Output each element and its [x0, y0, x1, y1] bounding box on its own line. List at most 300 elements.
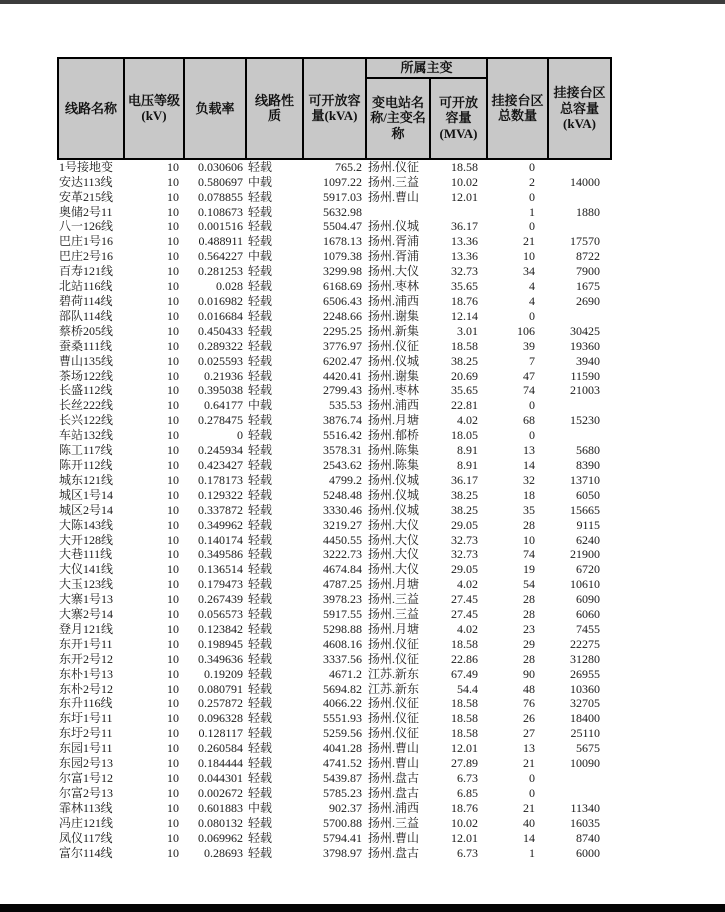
cell: 6060: [576, 607, 601, 622]
cell: 8722: [576, 249, 601, 264]
cell: 10: [167, 353, 179, 368]
cell: 8740: [576, 830, 601, 845]
cell: 22.86: [451, 651, 479, 666]
col-header-station-count: 挂接台区总数量: [487, 58, 548, 159]
cell: 31280: [570, 651, 601, 666]
cell: 19: [523, 562, 536, 577]
cell: 18400: [570, 711, 601, 726]
cell: 0: [529, 219, 536, 234]
cell: 38.25: [451, 487, 479, 502]
cell: 扬州.浦西: [368, 800, 420, 815]
cell: 4.02: [457, 621, 479, 636]
cell: 5504.47: [323, 219, 362, 234]
table-row: [58, 249, 611, 264]
cell: 6168.69: [323, 279, 362, 294]
cell: 扬州.仪征: [368, 636, 420, 651]
cell: 轻载: [248, 487, 273, 502]
cell: 5794.41: [323, 830, 362, 845]
cell: 68: [523, 413, 536, 428]
cell: 东开2号12: [59, 651, 114, 666]
cell: 轻载: [248, 368, 273, 383]
cell: 4608.16: [323, 636, 362, 651]
cell: [366, 205, 430, 220]
cell: 4741.52: [323, 756, 362, 771]
cell: 扬州.曹山: [368, 830, 420, 845]
cell: 0.016684: [198, 308, 243, 323]
cell: 0.395038: [198, 383, 243, 398]
cell: 10: [167, 562, 179, 577]
cell: 10610: [570, 577, 601, 592]
cell: 18.58: [451, 636, 479, 651]
cell: 大仪141线: [59, 562, 114, 577]
table-row: [58, 846, 611, 861]
cell: 轻载: [248, 636, 273, 651]
cell: 10: [167, 472, 179, 487]
cell: 5694.82: [323, 681, 362, 696]
cell: 6506.43: [323, 294, 362, 309]
cell: 扬州.陈集: [368, 457, 420, 472]
cell: 6050: [576, 487, 601, 502]
cell: 10: [167, 338, 179, 353]
table-row: [58, 711, 611, 726]
cell: 轻载: [248, 532, 273, 547]
cell: 10: [167, 681, 179, 696]
cell: 0.056573: [198, 607, 243, 622]
top-edge-bar: [0, 0, 725, 4]
cell: 18.58: [451, 338, 479, 353]
cell: 扬州.仪征: [368, 159, 420, 174]
col-header-line-nature: 线路性质: [246, 58, 303, 159]
cell: 10: [167, 830, 179, 845]
cell: 10: [167, 771, 179, 786]
cell: 0.245934: [198, 443, 243, 458]
cell: 0: [529, 398, 536, 413]
table-header: [58, 58, 611, 159]
cell: 0: [529, 159, 536, 174]
cell: 13710: [570, 472, 601, 487]
table-row: [58, 205, 611, 220]
cell: 47: [523, 368, 536, 383]
cell: 扬州.仪征: [368, 711, 420, 726]
cell: 富尔114线: [59, 845, 113, 860]
line-capacity-table: [57, 57, 612, 860]
cell: 霏林113线: [59, 800, 113, 815]
cell: 八一126线: [59, 219, 114, 234]
cell: 0.349586: [198, 547, 243, 562]
cell: 陈开112线: [59, 457, 113, 472]
table-row: [58, 473, 611, 488]
table-row: [58, 159, 611, 175]
cell: 34: [523, 264, 536, 279]
cell: 城区1号14: [59, 487, 114, 502]
cell: 东圩2号11: [59, 726, 113, 741]
cell: 36.17: [451, 472, 479, 487]
col-header-open-capacity-mva: 可开放容量(MVA): [430, 78, 487, 159]
cell: 扬州.盘古: [368, 771, 420, 786]
cell: 1号接地变: [59, 159, 114, 174]
cell: 扬州.曹山: [368, 741, 420, 756]
cell: 扬州.仪征: [368, 338, 420, 353]
cell: 39: [523, 338, 536, 353]
cell: 0.001516: [198, 219, 243, 234]
cell: 轻载: [248, 428, 273, 443]
col-header-line-name: 线路名称: [58, 58, 124, 159]
cell: 10: [167, 621, 179, 636]
cell: 0.123842: [198, 621, 243, 636]
cell: 扬州.大仪: [368, 547, 420, 562]
cell: 10: [167, 457, 179, 472]
cell: 车站132线: [59, 428, 114, 443]
cell: 0.19209: [204, 666, 243, 681]
cell: 10: [167, 815, 179, 830]
cell: 7455: [576, 621, 601, 636]
cell: 0.28693: [204, 845, 243, 860]
cell: 大玉123线: [59, 577, 114, 592]
cell: 14: [523, 830, 536, 845]
cell: 东升116线: [59, 696, 113, 711]
cell: 碧荷114线: [59, 294, 113, 309]
cell: 6720: [576, 562, 601, 577]
cell: 6202.47: [323, 353, 362, 368]
table-row: [58, 175, 611, 190]
cell: 26955: [570, 666, 601, 681]
cell: 10: [167, 666, 179, 681]
cell: 轻载: [248, 502, 273, 517]
cell: 13: [523, 443, 536, 458]
cell: 扬州.新集: [368, 323, 420, 338]
table-row: [58, 190, 611, 205]
cell: 3.01: [457, 323, 479, 338]
cell: 54: [523, 577, 536, 592]
cell: [548, 219, 611, 234]
cell: 28: [523, 517, 536, 532]
cell: 0.349636: [198, 651, 243, 666]
cell: 15665: [570, 502, 601, 517]
cell: 27.89: [451, 756, 479, 771]
table-row: [58, 592, 611, 607]
cell: 10: [167, 696, 179, 711]
table-row: [58, 726, 611, 741]
cell: 48: [523, 681, 536, 696]
cell: 10: [167, 368, 179, 383]
cell: 轻载: [248, 457, 273, 472]
cell: 10: [167, 487, 179, 502]
cell: 21900: [570, 547, 601, 562]
cell: 4671.2: [329, 666, 362, 681]
cell: 28: [523, 651, 536, 666]
cell: 扬州.仪城: [368, 502, 420, 517]
col-header-open-capacity-kva: 可开放容量(kVA): [303, 58, 366, 159]
cell: 轻载: [248, 830, 273, 845]
cell: 扬州.大仪: [368, 532, 420, 547]
cell: 18.58: [451, 726, 479, 741]
cell: 10: [167, 234, 179, 249]
cell: 3222.73: [323, 547, 362, 562]
table-row: [58, 234, 611, 249]
table-row: [58, 622, 611, 637]
cell: 6240: [576, 532, 601, 547]
table-row: [58, 816, 611, 831]
table-row: [58, 354, 611, 369]
cell: 0.016982: [198, 294, 243, 309]
cell: 0.140174: [198, 532, 243, 547]
cell: 0.281253: [198, 264, 243, 279]
cell: 扬州.枣林: [368, 383, 420, 398]
cell: 中载: [248, 398, 273, 413]
cell: 20.69: [451, 368, 479, 383]
cell: 蔡桥205线: [59, 323, 114, 338]
table-row: [58, 577, 611, 592]
cell: 扬州.仪征: [368, 726, 420, 741]
cell: 扬州.枣林: [368, 279, 420, 294]
cell: 0.129322: [198, 487, 243, 502]
cell: 10: [167, 800, 179, 815]
cell: 6.73: [457, 771, 479, 786]
table-row: [58, 667, 611, 682]
cell: 1: [529, 204, 536, 219]
table-row: [58, 264, 611, 279]
cell: 74: [523, 383, 536, 398]
cell: 0.257872: [198, 696, 243, 711]
cell: 0: [237, 428, 243, 443]
cell: 3798.97: [323, 845, 362, 860]
cell: 扬州.月塘: [368, 577, 420, 592]
cell: 10: [167, 517, 179, 532]
cell: 扬州.浦西: [368, 294, 420, 309]
cell: 30425: [570, 323, 601, 338]
cell: [548, 309, 611, 324]
cell: 76: [523, 696, 536, 711]
cell: 10: [167, 204, 179, 219]
cell: 0.267439: [198, 592, 243, 607]
cell: 29: [523, 636, 536, 651]
cell: 轻载: [248, 338, 273, 353]
cell: 安革215线: [59, 189, 114, 204]
cell: 轻载: [248, 621, 273, 636]
cell: 10: [167, 189, 179, 204]
cell: 0: [529, 771, 536, 786]
cell: 21: [523, 234, 536, 249]
table-row: [58, 279, 611, 294]
cell: 32.73: [451, 547, 479, 562]
cell: 轻载: [248, 323, 273, 338]
cell: 36.17: [451, 219, 479, 234]
cell: 29.05: [451, 517, 479, 532]
cell: 10: [167, 308, 179, 323]
cell: 4: [529, 294, 536, 309]
cell: 大开128线: [59, 532, 114, 547]
cell: 扬州.月塘: [368, 621, 420, 636]
cell: 扬州.胥浦: [368, 249, 420, 264]
cell: 5298.88: [323, 621, 362, 636]
cell: 38.25: [451, 353, 479, 368]
cell: 10: [167, 785, 179, 800]
cell: 8.91: [457, 457, 479, 472]
cell: 安达113线: [59, 174, 113, 189]
cell: 0.136514: [198, 562, 243, 577]
cell: 巴庄1号16: [59, 234, 114, 249]
cell: 扬州.盘古: [368, 845, 420, 860]
cell: 1079.38: [323, 249, 362, 264]
cell: 轻载: [248, 681, 273, 696]
cell: 28: [523, 592, 536, 607]
cell: 0.078855: [198, 189, 243, 204]
cell: 轻载: [248, 413, 273, 428]
cell: 2295.25: [323, 323, 362, 338]
table-row: [58, 339, 611, 354]
cell: 10: [167, 502, 179, 517]
cell: 10: [167, 547, 179, 562]
cell: 轻载: [248, 666, 273, 681]
cell: 4: [529, 279, 536, 294]
cell: 0: [529, 308, 536, 323]
cell: 18: [523, 487, 536, 502]
table-row: [58, 607, 611, 622]
cell: 0.080791: [198, 681, 243, 696]
cell: 轻载: [248, 756, 273, 771]
cell: 18.76: [451, 294, 479, 309]
cell: 轻载: [248, 383, 273, 398]
cell: 3940: [576, 353, 601, 368]
cell: 7900: [576, 264, 601, 279]
cell: 扬州.大仪: [368, 562, 420, 577]
table-row: [58, 771, 611, 786]
cell: 轻载: [248, 592, 273, 607]
cell: [548, 428, 611, 443]
cell: 5917.55: [323, 607, 362, 622]
cell: 扬州.仪城: [368, 472, 420, 487]
cell: 21003: [570, 383, 601, 398]
cell: 2248.66: [323, 308, 362, 323]
cell: 轻载: [248, 472, 273, 487]
cell: 10: [167, 219, 179, 234]
cell: 大寨1号13: [59, 592, 114, 607]
cell: 扬州.仪征: [368, 651, 420, 666]
cell: 4420.41: [323, 368, 362, 383]
cell: 0.069962: [198, 830, 243, 845]
cell: 部队114线: [59, 308, 113, 323]
table-row: [58, 801, 611, 816]
cell: 22.81: [451, 398, 479, 413]
col-header-station-capacity: 挂接台区总容量(kVA): [548, 58, 611, 159]
table-row: [58, 831, 611, 846]
cell: 32.73: [451, 264, 479, 279]
cell: 扬州.仪城: [368, 487, 420, 502]
cell: 3337.56: [323, 651, 362, 666]
cell: 轻载: [248, 711, 273, 726]
cell: 18.58: [451, 711, 479, 726]
cell: 轻载: [248, 517, 273, 532]
cell: 10: [167, 726, 179, 741]
cell: 轻载: [248, 443, 273, 458]
cell: 15230: [570, 413, 601, 428]
cell: 1675: [576, 279, 601, 294]
cell: 0.030606: [198, 159, 243, 174]
cell: 40: [523, 815, 536, 830]
cell: 7: [529, 353, 536, 368]
cell: 14000: [570, 174, 601, 189]
table-row: [58, 547, 611, 562]
cell: 4.02: [457, 413, 479, 428]
cell: 10: [167, 294, 179, 309]
table-row: [58, 503, 611, 518]
cell: 扬州.大仪: [368, 264, 420, 279]
cell: 东朴2号12: [59, 681, 114, 696]
cell: 32705: [570, 696, 601, 711]
cell: 5680: [576, 443, 601, 458]
cell: 38.25: [451, 502, 479, 517]
cell: 10: [167, 264, 179, 279]
cell: 32: [523, 472, 536, 487]
cell: 3876.74: [323, 413, 362, 428]
table-row: [58, 741, 611, 756]
cell: 大陈143线: [59, 517, 114, 532]
cell: 0.108673: [198, 204, 243, 219]
cell: 轻载: [248, 234, 273, 249]
cell: [548, 398, 611, 413]
cell: 10: [167, 174, 179, 189]
cell: 百寿121线: [59, 264, 114, 279]
cell: 扬州.仪征: [368, 696, 420, 711]
cell: 74: [523, 547, 536, 562]
cell: 曹山135线: [59, 353, 114, 368]
cell: 0.178173: [198, 472, 243, 487]
cell: 10: [167, 636, 179, 651]
cell: 12.01: [451, 830, 479, 845]
cell: 轻载: [248, 353, 273, 368]
cell: 106: [517, 323, 536, 338]
cell: 0.184444: [198, 756, 243, 771]
cell: 0: [529, 785, 536, 800]
cell: 0.349962: [198, 517, 243, 532]
cell: 3219.27: [323, 517, 362, 532]
cell: 0.289322: [198, 338, 243, 353]
cell: 0.278475: [198, 413, 243, 428]
cell: 0.21936: [204, 368, 243, 383]
cell: 0: [529, 189, 536, 204]
cell: 轻载: [248, 547, 273, 562]
cell: 轻载: [248, 159, 273, 174]
cell: 0: [529, 428, 536, 443]
cell: 12.01: [451, 189, 479, 204]
cell: 10: [167, 413, 179, 428]
cell: 10: [167, 756, 179, 771]
cell: 大巷111线: [59, 547, 113, 562]
cell: 0.64177: [204, 398, 243, 413]
cell: 0.080132: [198, 815, 243, 830]
cell: 10.02: [451, 815, 479, 830]
cell: 35.65: [451, 383, 479, 398]
cell: 35.65: [451, 279, 479, 294]
cell: 3776.97: [323, 338, 362, 353]
cell: 3330.46: [323, 502, 362, 517]
cell: 北站116线: [59, 279, 113, 294]
cell: 765.2: [335, 159, 362, 174]
cell: 东开1号11: [59, 636, 113, 651]
cell: 10: [523, 249, 536, 264]
table-row: [58, 428, 611, 443]
cell: 10.02: [451, 174, 479, 189]
cell: 10: [167, 741, 179, 756]
cell: 东圩1号11: [59, 711, 113, 726]
cell: [548, 190, 611, 205]
cell: 中载: [248, 249, 273, 264]
table-row: [58, 533, 611, 548]
cell: 扬州.三益: [368, 592, 420, 607]
cell: 14: [523, 457, 536, 472]
cell: 扬州.盘古: [368, 785, 420, 800]
cell: 5700.88: [323, 815, 362, 830]
